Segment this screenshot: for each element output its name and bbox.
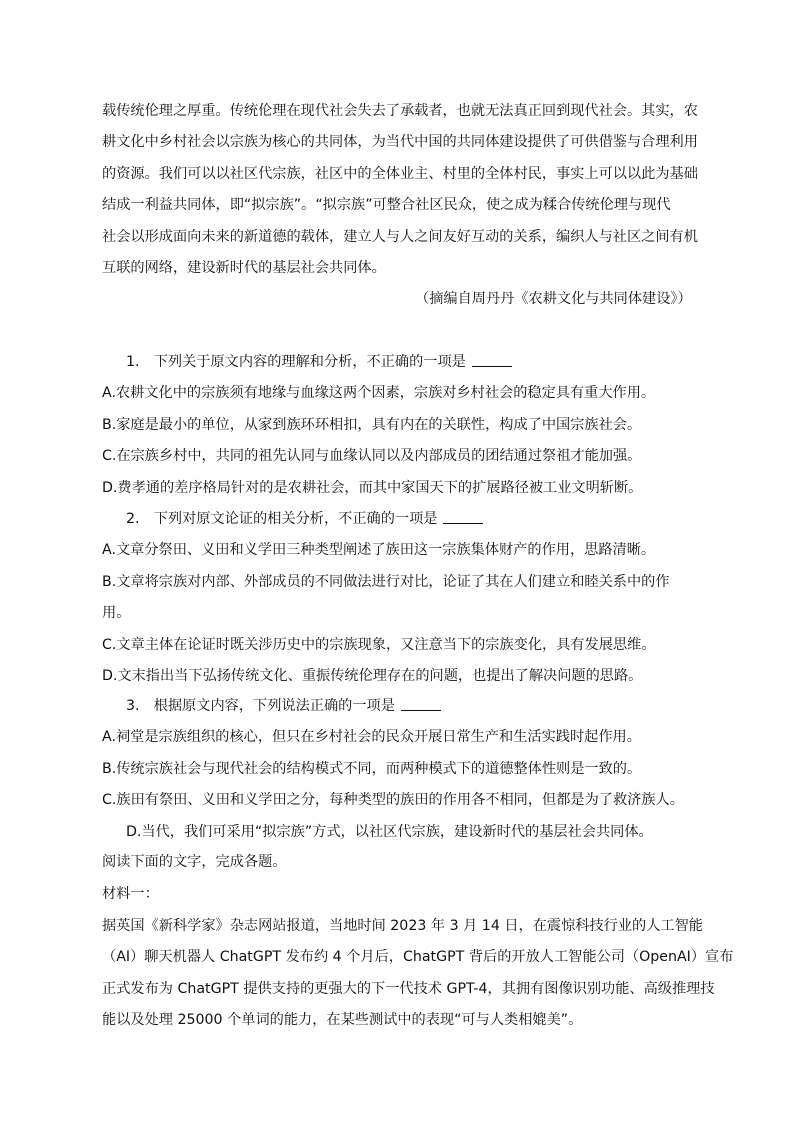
reading-instruction: 阅读下面的文字，完成各题。: [102, 854, 287, 870]
question-stem: [102, 691, 712, 722]
material-line: 能以及处理 25000 个单词的能力，在某些测试中的表现“可与人类相媲美”。: [102, 1012, 583, 1029]
material-paragraph: [102, 911, 734, 1037]
answer-blank: [443, 511, 483, 524]
question-stem: [102, 347, 712, 378]
option-a: A.文章分祭田、义田和义学田三种类型阐述了族田这一宗族集体财产的作用，思路清晰。: [102, 542, 656, 559]
option-d: D.文末指出当下弘扬传统文化、重振传统伦理存在的问题，也提出了解决问题的思路。: [102, 667, 643, 684]
option-d: D.当代，我们可采用“拟宗族”方式，以社区代宗族，建设新时代的基层社会共同体。: [126, 823, 653, 840]
intro-paragraph: [102, 96, 702, 284]
source-citation: （摘编自周丹丹《农耕文化与共同体建设》）: [415, 291, 692, 307]
material-line: 正式发布为 ChatGPT 提供支持的更强大的下一代技术 GPT-4，其拥有图像识别功能、高级推理技: [102, 980, 715, 997]
option-b: B.文章将宗族对内部、外部成员的不同做法进行对比，论证了其在人们建立和睦关系中的作: [102, 573, 670, 590]
intro-line: 耕文化中乡村社会以宗族为核心的共同体，为当代中国的共同体建设提供了可供借鉴与合理利用: [102, 134, 698, 151]
material-label: 材料一：: [102, 886, 159, 902]
intro-line: 社会以形成面向未来的新道德的载体，建立人与人之间友好互动的关系，编织人与社区之间有机: [102, 228, 698, 245]
option-b-continued: 用。: [102, 605, 131, 622]
intro-line: 的资源。我们可以以社区代宗族，社区中的全体业主、村里的全体村民，事实上可以以此为基础: [102, 165, 698, 182]
question-stem-text: 2. 下列对原文论证的相关分析，不正确的一项是: [126, 511, 438, 527]
question-2: [102, 504, 712, 692]
intro-line: 结成一利益共同体，即“拟宗族”。“拟宗族”可整合社区民众，使之成为糅合传统伦理与现代: [102, 197, 671, 214]
question-stem-text: 3. 根据原文内容，下列说法正确的一项是: [126, 698, 395, 714]
question-stem-text: 1. 下列关于原文内容的理解和分析，不正确的一项是: [126, 354, 466, 370]
intro-line: 载传统伦理之厚重。传统伦理在现代社会失去了承载者，也就无法真正回到现代社会。其实，农: [102, 103, 698, 119]
intro-line: 互联的网络，建设新时代的基层社会共同体。: [102, 259, 386, 276]
answer-blank: [472, 354, 512, 367]
material-line: 据英国《新科学家》杂志网站报道，当地时间 2023 年 3 月 14 日，在震惊科技行业的人工智能: [102, 918, 703, 934]
option-a: A.农耕文化中的宗族须有地缘与血缘这两个因素，宗族对乡村社会的稳定具有重大作用。: [102, 385, 656, 402]
option-b: B.传统宗族社会与现代社会的结构模式不同，而两种模式下的道德整体性则是一致的。: [102, 760, 642, 777]
option-c: C.文章主体在论证时既关涉历史中的宗族现象，又注意当下的宗族变化，具有发展思维。: [102, 636, 656, 653]
option-b: B.家庭是最小的单位，从家到族环环相扣，具有内在的关联性，构成了中国宗族社会。: [102, 416, 642, 433]
answer-blank: [401, 698, 441, 711]
option-d: D.费孝通的差序格局针对的是农耕社会，而其中家国天下的扩展路径被工业文明斩断。: [102, 479, 643, 496]
material-line: （AI）聊天机器人 ChatGPT 发布约 4 个月后，ChatGPT 背后的开放人工智能公司（OpenAI）宣布: [102, 949, 734, 966]
option-a: A.祠堂是宗族组织的核心，但只在乡村社会的民众开展日常生产和生活实践时起作用。: [102, 729, 641, 746]
option-c: C.族田有祭田、义田和义学田之分，每种类型的族田的作用各不相同，但都是为了救济族人。: [102, 792, 684, 809]
question-stem: [102, 504, 712, 535]
question-3: [102, 691, 712, 848]
question-1: [102, 347, 712, 504]
option-c: C.在宗族乡村中，共同的祖先认同与血缘认同以及内部成员的团结通过祭祖才能加强。: [102, 448, 642, 465]
